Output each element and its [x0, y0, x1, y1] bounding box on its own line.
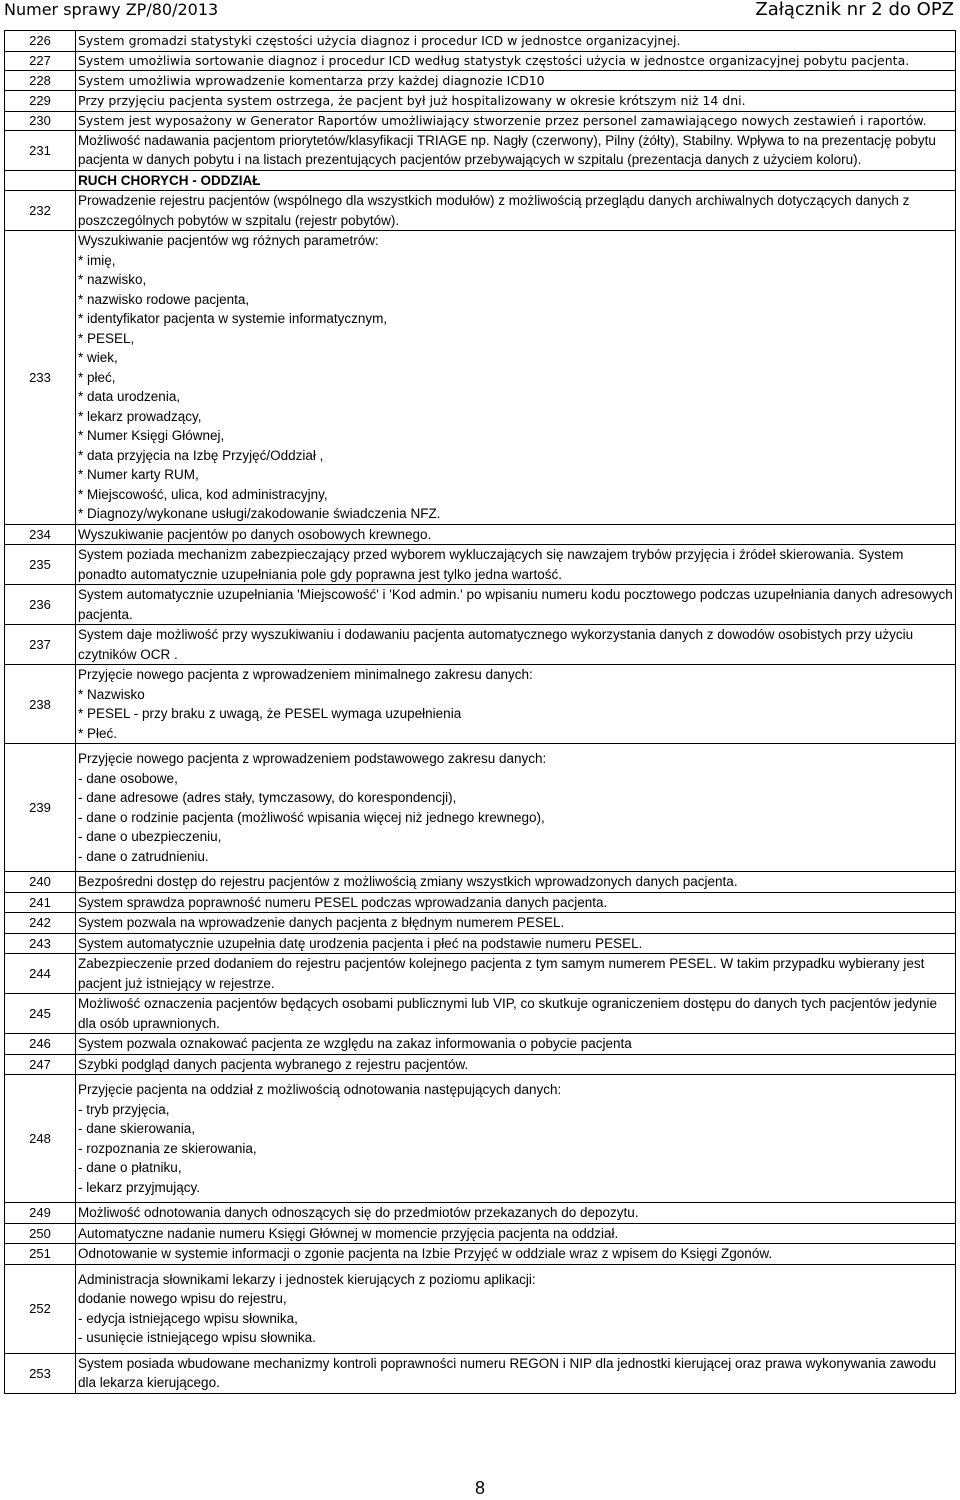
row-text [76, 231, 956, 525]
row-number: 242 [5, 913, 76, 934]
table-row [5, 1075, 956, 1203]
row-number: 240 [5, 872, 76, 893]
row-text: Możliwość odnotowania danych odnoszących się do przedmiotów przekazanych do depozytu. [76, 1203, 956, 1224]
list-line: Przyjęcie pacjenta na oddział z możliwością odnotowania następujących danych: [78, 1082, 562, 1097]
table-row [5, 625, 956, 665]
table-row [5, 585, 956, 625]
row-number: 246 [5, 1034, 76, 1055]
page-number: 8 [474, 1478, 485, 1498]
row-number: 248 [5, 1075, 76, 1203]
list-line: * PESEL - przy braku z uwagą, że PESEL wymaga uzupełnienia [78, 706, 462, 721]
row-text: Prowadzenie rejestru pacjentów (wspólnego dla wszystkich modułów) z możliwością przeglądu danych archiwalnych dotyczących danych z poszczególnych pobytów w szpitalu (rejestr pobytów). [76, 191, 956, 231]
row-text [76, 1075, 956, 1203]
row-number: 230 [5, 111, 76, 130]
list-line: - dane o rodzinie pacjenta (możliwość wpisania więcej niż jednego krewnego), [78, 809, 545, 825]
list-line: Przyjęcie nowego pacjenta z wprowadzeniem podstawowego zakresu danych: [78, 751, 547, 766]
row-text: System automatycznie uzupełniania 'Miejscowość' i 'Kod admin.' po wpisaniu numeru kodu pocztowego podczas uzupełniania danych adresowych pacjenta. [76, 585, 956, 625]
table-row [5, 872, 956, 893]
row-text: Szybki podgląd danych pacjenta wybranego z rejestru pacjentów. [76, 1054, 956, 1075]
row-text: System poziada mechanizm zabezpieczający przed wyborem wykluczających się nawzajem trybów przyjęcia i źródeł skierowania. System ponadto automatycznie uzupełniania pole gdy poprawna jest tylko jedna wartość. [76, 545, 956, 585]
row-number: 228 [5, 70, 76, 91]
table-row [5, 913, 956, 934]
row-text: Zabezpieczenie przed dodaniem do rejestru pacjentów kolejnego pacjenta z tym samym numerem PESEL. W takim przypadku wybierany jest pacjent już istniejący w rejestrze. [76, 954, 956, 994]
table-row [5, 1054, 956, 1075]
section-heading-cell [76, 170, 956, 191]
list-line: * płeć, [78, 369, 116, 385]
row-text: System umożliwia wprowadzenie komentarza przy każdej diagnozie ICD10 [76, 70, 956, 91]
list-line: dodanie nowego wpisu do rejestru, [78, 1291, 287, 1306]
section-row [5, 170, 956, 191]
table-row [5, 933, 956, 954]
list-line: - dane skierowania, [78, 1121, 196, 1136]
row-number: 229 [5, 91, 76, 112]
list-line: * Płeć. [78, 725, 118, 741]
row-text: Możliwość nadawania pacjentom priorytetów/klasyfikacji TRIAGE np. Nagły (czerwony), Pilny (żółty), Stabilny. Wpływa to na prezentację pobytu pacjenta w danych pobytu i na listach prezentujących pacjentów przebywających w szpitalu (prezentacja danych z użyciem koloru). [76, 130, 956, 170]
table-row [5, 892, 956, 913]
table-row [5, 70, 956, 91]
row-text [76, 744, 956, 872]
table-row [5, 1353, 956, 1393]
row-number: 234 [5, 524, 76, 545]
list-line: Administracja słownikami lekarzy i jednostek kierujących z poziomu aplikacji: [78, 1271, 536, 1287]
list-line: * data przyjęcia na Izbę Przyjęć/Oddział , [78, 447, 324, 463]
row-number: 249 [5, 1203, 76, 1224]
table-row [5, 130, 956, 170]
table-row [5, 111, 956, 130]
row-number: 227 [5, 51, 76, 70]
list-line: * Diagnozy/wykonane usługi/zakodowanie świadczenia NFZ. [78, 506, 441, 521]
row-number: 247 [5, 1054, 76, 1075]
table-row [5, 51, 956, 70]
table-row [5, 231, 956, 525]
row-number: 226 [5, 31, 76, 52]
list-line: - dane adresowe (adres stały, tymczasowy, do korespondencji), [78, 790, 457, 805]
list-line: - dane osobowe, [78, 770, 178, 786]
list-line: * imię, [78, 252, 116, 268]
row-text: System sprawdza poprawność numeru PESEL podczas wprowadzania danych pacjenta. [76, 892, 956, 913]
row-text: System pozwala oznakować pacjenta ze względu na zakaz informowania o pobycie pacjenta [76, 1034, 956, 1055]
table-row [5, 191, 956, 231]
row-number: 236 [5, 585, 76, 625]
row-text: Przy przyjęciu pacjenta system ostrzega, że pacjent był już hospitalizowany w okresie krótszym niż 14 dni. [76, 91, 956, 112]
list-line: - dane o ubezpieczeniu, [78, 829, 222, 844]
row-number: 245 [5, 994, 76, 1034]
list-line: Wyszukiwanie pacjentów wg różnych parametrów: [78, 233, 379, 248]
row-number: 241 [5, 892, 76, 913]
list-line: * lekarz prowadzący, [78, 408, 202, 424]
table-row [5, 91, 956, 112]
table-row [5, 1264, 956, 1353]
table-row [5, 524, 956, 545]
list-line: * Numer karty RUM, [78, 467, 199, 482]
row-number: 253 [5, 1353, 76, 1393]
list-line: - tryb przyjęcia, [78, 1101, 170, 1117]
attachment-header: Załącznik nr 2 do OPZ [755, 0, 954, 20]
list-line: - dane o płatniku, [78, 1160, 182, 1175]
table-row [5, 1203, 956, 1224]
row-number-empty [5, 170, 76, 191]
row-text [76, 665, 956, 744]
section-heading: RUCH CHORYCH - ODDZIAŁ [78, 172, 261, 188]
table-row [5, 1223, 956, 1244]
list-line: * Miejscowość, ulica, kod administracyjny, [78, 486, 328, 502]
list-line: * nazwisko, [78, 272, 147, 287]
row-text: System pozwala na wprowadzenie danych pacjenta z błędnym numerem PESEL. [76, 913, 956, 934]
row-number: 251 [5, 1244, 76, 1265]
row-number: 250 [5, 1223, 76, 1244]
row-number: 232 [5, 191, 76, 231]
list-line: * Nazwisko [78, 686, 145, 702]
list-line: - dane o zatrudnieniu. [78, 848, 209, 864]
list-line: - edycja istniejącego wpisu słownika, [78, 1310, 298, 1326]
row-text: Bezpośredni dostęp do rejestru pacjentów z możliwością zmiany wszystkich wprowadzonych danych pacjenta. [76, 872, 956, 893]
table-row [5, 954, 956, 994]
table-row [5, 744, 956, 872]
table-row [5, 994, 956, 1034]
row-text: System posiada wbudowane mechanizmy kontroli poprawności numeru REGON i NIP dla jednostki kierującej oraz prawa wykonywania zawodu dla lekarza kierującego. [76, 1353, 956, 1393]
table-row [5, 31, 956, 52]
list-line: * wiek, [78, 350, 118, 365]
row-text: System jest wyposażony w Generator Raportów umożliwiający stworzenie przez personel zamawiającego nowych zestawień i raportów. [76, 111, 956, 130]
list-line: - lekarz przyjmujący. [78, 1179, 201, 1195]
row-number: 252 [5, 1264, 76, 1353]
table-row [5, 1034, 956, 1055]
row-number: 244 [5, 954, 76, 994]
row-text: Automatyczne nadanie numeru Księgi Głównej w momencie przyjęcia pacjenta na oddział. [76, 1223, 956, 1244]
table-row [5, 545, 956, 585]
row-number: 243 [5, 933, 76, 954]
row-text [76, 1264, 956, 1353]
row-number: 239 [5, 744, 76, 872]
list-line: Przyjęcie nowego pacjenta z wprowadzeniem minimalnego zakresu danych: [78, 667, 533, 682]
row-text: Odnotowanie w systemie informacji o zgonie pacjenta na Izbie Przyjęć w oddziale wraz z wpisem do Księgi Zgonów. [76, 1244, 956, 1265]
list-line: * nazwisko rodowe pacjenta, [78, 291, 250, 307]
row-number: 231 [5, 130, 76, 170]
table-row [5, 665, 956, 744]
case-number-header: Numer sprawy ZP/80/2013 [4, 0, 219, 19]
row-text: System umożliwia sortowanie diagnoz i procedur ICD według statystyk częstości użycia w jednostce organizacyjnej pobytu pacjenta. [76, 51, 956, 70]
row-number: 235 [5, 545, 76, 585]
row-number: 238 [5, 665, 76, 744]
list-line: * data urodzenia, [78, 389, 181, 404]
row-number: 237 [5, 625, 76, 665]
row-number: 233 [5, 231, 76, 525]
list-line: - rozpoznania ze skierowania, [78, 1140, 257, 1156]
row-text: System automatycznie uzupełnia datę urodzenia pacjenta i płeć na podstawie numeru PESEL. [76, 933, 956, 954]
table-row [5, 1244, 956, 1265]
row-text: System daje możliwość przy wyszukiwaniu i dodawaniu pacjenta automatycznego wykorzystania danych z dowodów osobistych przy użyciu czytników OCR . [76, 625, 956, 665]
row-text: System gromadzi statystyki częstości użycia diagnoz i procedur ICD w jednostce organizacyjnej. [76, 31, 956, 52]
row-text: Wyszukiwanie pacjentów po danych osobowych krewnego. [76, 524, 956, 545]
list-line: * identyfikator pacjenta w systemie informatycznym, [78, 311, 388, 326]
list-line: * PESEL, [78, 330, 135, 346]
row-text: Możliwość oznaczenia pacjentów będących osobami publicznymi lub VIP, co skutkuje ograniczeniem dostępu do danych tych pacjentów jedynie dla osób uprawnionych. [76, 994, 956, 1034]
requirements-table [4, 30, 956, 1394]
list-line: - usunięcie istniejącego wpisu słownika. [78, 1330, 316, 1345]
list-line: * Numer Księgi Głównej, [78, 428, 225, 443]
